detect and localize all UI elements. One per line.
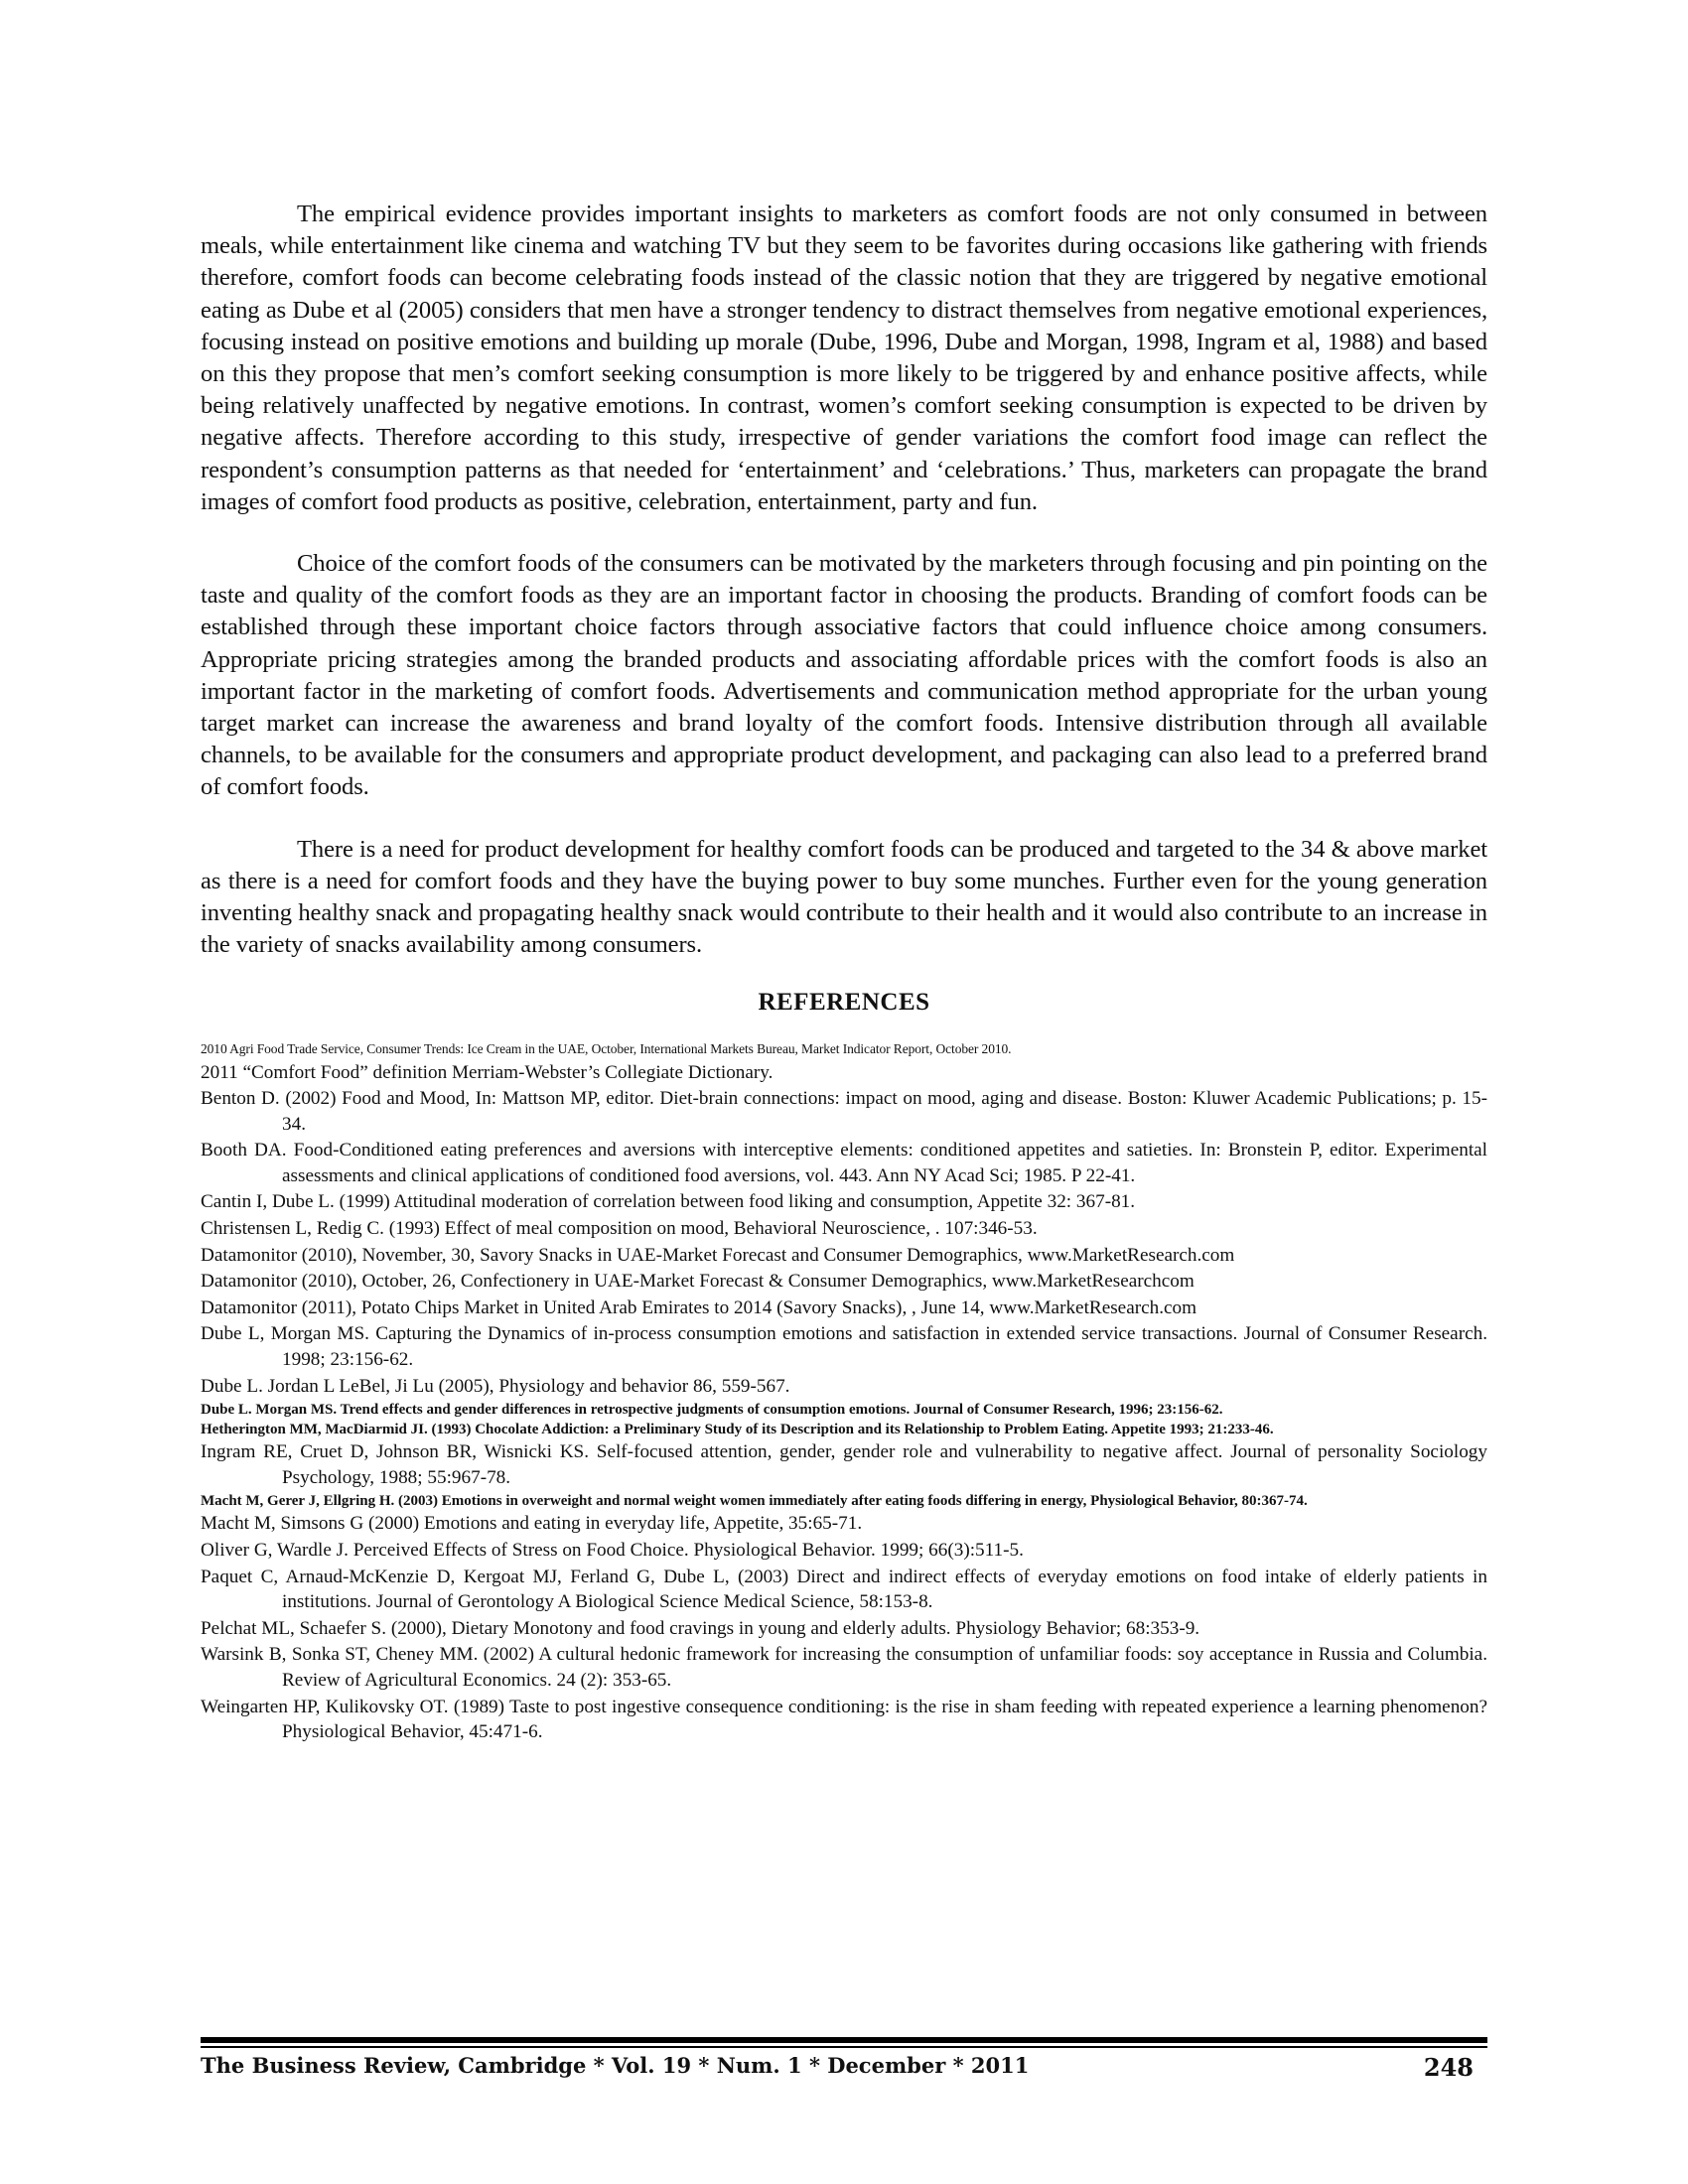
reference-item: Weingarten HP, Kulikovsky OT. (1989) Taste to post ingestive consequence conditioning: is the rise in sham feeding with repeated experience a learning phenomenon? Physiological Behavior, 45:471-6. xyxy=(201,1696,1487,1743)
reference-item: 2011 “Comfort Food” definition Merriam-Webster’s Collegiate Dictionary. xyxy=(201,1062,774,1084)
reference-item: Oliver G, Wardle J. Perceived Effects of Stress on Food Choice. Physiological Behavior. 1999; 66(3):511-5. xyxy=(201,1539,1024,1561)
page-body xyxy=(201,199,1487,1746)
reference-item: Macht M, Gerer J, Ellgring H. (2003) Emotions in overweight and normal weight women immediately after eating foods differing in energy, Physiological Behavior, 80:367-74. xyxy=(201,1493,1308,1510)
reference-item: Dube L. Jordan L LeBel, Ji Lu (2005), Physiology and behavior 86, 559-567. xyxy=(201,1375,790,1397)
page-number: 248 xyxy=(1423,2053,1474,2082)
reference-item: Datamonitor (2010), October, 26, Confectionery in UAE-Market Forecast & Consumer Demographics, www.MarketResearchcom xyxy=(201,1271,1195,1293)
footer-journal-citation: The Business Review, Cambridge * Vol. 19 * Num. 1 * December * 2011 xyxy=(201,2053,1030,2078)
reference-item: Macht M, Simsons G (2000) Emotions and eating in everyday life, Appetite, 35:65-71. xyxy=(201,1513,863,1535)
footer-rule-thin xyxy=(201,2046,1487,2048)
body-paragraph-1: The empirical evidence provides important insights to marketers as comfort foods are not only consumed in between meals, while entertainment like cinema and watching TV but they seem to be favorites during occasions like gathering with friends therefore, comfort foods can become celebrating foods instead of the classic notion that they are triggered by negative emotional eating as Dube et al (2005) considers that men have a stronger tendency to distract themselves from negative emotional experiences, focusing instead on positive emotions and building up morale (Dube, 1996, Dube and Morgan, 1998, Ingram et al, 1988) and based on this they propose that men’s comfort seeking consumption is more likely to be triggered by and enhance positive affects, while being relatively unaffected by negative emotions. In contrast, women’s comfort seeking consumption is expected to be driven by negative affects. Therefore according to this study, irrespective of gender variations the comfort food image can reflect the respondent’s consumption patterns as that needed for ‘entertainment’ and ‘celebrations.’ Thus, marketers can propagate the brand images of comfort food products as positive, celebration, entertainment, party and fun. xyxy=(201,201,1487,515)
reference-item: 2010 Agri Food Trade Service, Consumer Trends: Ice Cream in the UAE, October, International Markets Bureau, Market Indicator Report, October 2010. xyxy=(201,1041,1012,1057)
page-footer xyxy=(201,2053,1487,2082)
reference-item: Pelchat ML, Schaefer S. (2000), Dietary Monotony and food cravings in young and elderly adults. Physiology Behavior; 68:353-9. xyxy=(201,1617,1200,1639)
references-heading: REFERENCES xyxy=(758,989,930,1017)
reference-item: Cantin I, Dube L. (1999) Attitudinal moderation of correlation between food liking and consumption, Appetite 32: 367-81. xyxy=(201,1191,1136,1213)
body-paragraph-3: There is a need for product development for healthy comfort foods can be produced and targeted to the 34 & above market as there is a need for comfort foods and they have the buying power to buy some munches. Further even for the young generation inventing healthy snack and propagating healthy snack would contribute to their health and it would also contribute to an increase in the variety of snacks availability among consumers. xyxy=(201,835,1487,959)
reference-item: Dube L. Morgan MS. Trend effects and gender differences in retrospective judgments of consumption emotions. Journal of Consumer Research, 1996; 23:156-62. xyxy=(201,1402,1223,1419)
footer-rule xyxy=(201,2037,1487,2043)
reference-item: Dube L, Morgan MS. Capturing the Dynamics of in-process consumption emotions and satisfaction in extended service transactions. Journal of Consumer Research. 1998; 23:156-62. xyxy=(201,1323,1487,1370)
body-paragraph-2: Choice of the comfort foods of the consumers can be motivated by the marketers through focusing and pin pointing on the taste and quality of the comfort foods as they are an important factor in choosing the products. Branding of comfort foods can be established through these important choice factors through associative factors that could influence choice among consumers. Appropriate pricing strategies among the branded products and associating affordable prices with the comfort foods is also an important factor in the marketing of comfort foods. Advertisements and communication method appropriate for the urban young target market can increase the awareness and brand loyalty of the comfort foods. Intensive distribution through all available channels, to be available for the consumers and appropriate product development, and packaging can also lead to a preferred brand of comfort foods. xyxy=(201,550,1487,801)
reference-item: Warsink B, Sonka ST, Cheney MM. (2002) A cultural hedonic framework for increasing the consumption of unfamiliar foods: soy acceptance in Russia and Columbia. Review of Agricultural Economics. 24 (2): 353-65. xyxy=(201,1644,1487,1691)
reference-item: Booth DA. Food-Conditioned eating preferences and aversions with interceptive elements: conditioned appetites and satieties. In: Bronstein P, editor. Experimental assessments and clinical applications of conditioned food aversions, vol. 443. Ann NY Acad Sci; 1985. P 22-41. xyxy=(201,1140,1487,1186)
reference-item: Ingram RE, Cruet D, Johnson BR, Wisnicki KS. Self-focused attention, gender, gender role and vulnerability to negative affect. Journal of personality Sociology Psychology, 1988; 55:967-78. xyxy=(201,1441,1487,1488)
reference-item: Benton D. (2002) Food and Mood, In: Mattson MP, editor. Diet-brain connections: impact on mood, aging and disease. Boston: Kluwer Academic Publications; p. 15-34. xyxy=(201,1088,1487,1135)
reference-item: Hetherington MM, MacDiarmid JI. (1993) Chocolate Addiction: a Preliminary Study of its Description and its Relationship to Problem Eating. Appetite 1993; 21:233-46. xyxy=(201,1422,1274,1438)
reference-item: Datamonitor (2011), Potato Chips Market in United Arab Emirates to 2014 (Savory Snacks), , June 14, www.MarketResearch.com xyxy=(201,1297,1197,1318)
reference-item: Paquet C, Arnaud-McKenzie D, Kergoat MJ, Ferland G, Dube L, (2003) Direct and indirect effects of everyday emotions on food intake of elderly patients in institutions. Journal of Gerontology A Biological Science Medical Science, 58:153-8. xyxy=(201,1566,1487,1613)
references-list xyxy=(201,1038,1487,1744)
reference-item: Datamonitor (2010), November, 30, Savory Snacks in UAE-Market Forecast and Consumer Demographics, www.MarketResearch.com xyxy=(201,1244,1235,1266)
reference-item: Christensen L, Redig C. (1993) Effect of meal composition on mood, Behavioral Neuroscience, . 107:346-53. xyxy=(201,1218,1038,1240)
